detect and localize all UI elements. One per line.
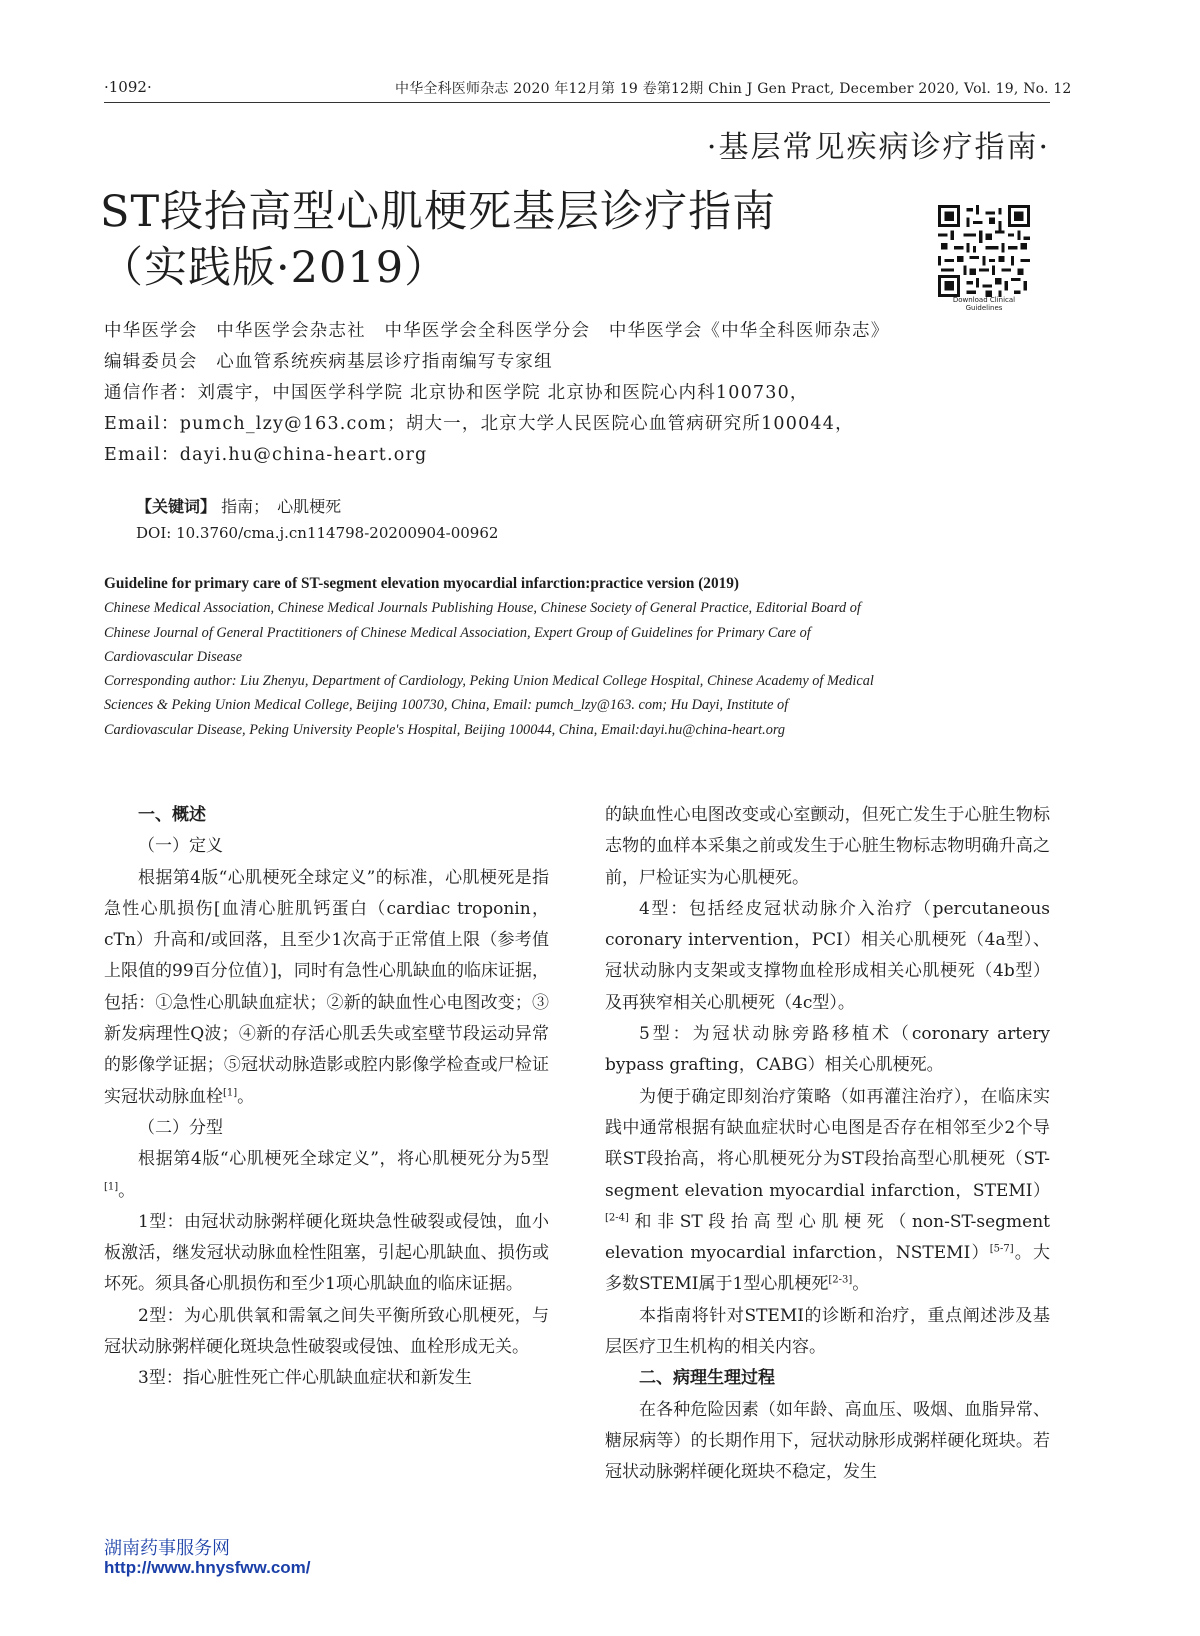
- footer-url-link[interactable]: http://www.hnysfww.com/: [104, 1558, 311, 1577]
- correspondence: 通信作者：刘震宇，中国医学科学院 北京协和医学院 北京协和医院心内科100730，Email：pumch_lzy@163.com；胡大一，北京大学人民医院心血管病研究所100044，Email：dayi.hu@china-heart.org: [104, 383, 854, 465]
- paragraph: 2型：为心肌供氧和需氧之间失平衡所致心肌梗死，与冠状动脉粥样硬化斑块急性破裂或侵蚀、血栓形成无关。: [104, 1305, 549, 1358]
- title-line-1: ST段抬高型心肌梗死基层诊疗指南: [100, 187, 777, 237]
- journal-header: 中华全科医师杂志 2020 年12月第 19 卷第12期 Chin J Gen Pract, December 2020, Vol. 19, No. 12: [395, 81, 1072, 97]
- subheading-definition: （一）定义: [138, 836, 223, 857]
- paragraph: 根据第4版“心肌梗死全球定义”的标准，心肌梗死是指急性心肌损伤[血清心脏肌钙蛋白（cardiac troponin，cTn）升高和/或回落，且至少1次高于正常值上限（参考值上限值的99百分位值）]，同时有急性心肌缺血的临床证据，包括：①急性心肌缺血症状；②新的缺血性心电图改变；③新发病理性Q波；④新的存活心肌丢失或室壁节段运动异常的影像学证据；⑤冠状动脉造影或腔内影像学检查或尸检证实冠状动脉血栓[1]。: [104, 867, 549, 1107]
- english-authors: Chinese Medical Association, Chinese Medical Journals Publishing House, Chinese Society of General Practice, Editorial Board of Chinese Journal of General Practitioners of Chinese Medical Association, Expert Group of Guidelines for Primary Care of Cardiovascular Disease: [104, 600, 861, 665]
- article-title: [100, 184, 776, 296]
- title-line-2: （实践版·2019）: [100, 243, 449, 293]
- paragraph: 1型：由冠状动脉粥样硬化斑块急性破裂或侵蚀，血小板激活，继发冠状动脉血栓性阻塞，引起心肌缺血、损伤或坏死。须具备心肌损伤和至少1项心肌缺血的临床证据。: [104, 1211, 549, 1295]
- section-heading-pathophysiology: 二、病理生理过程: [639, 1368, 775, 1389]
- section-heading-overview: 一、概述: [138, 805, 206, 825]
- english-correspondence: Corresponding author: Liu Zhenyu, Department of Cardiology, Peking Union Medical College Hospital, Chinese Academy of Medical Sciences & Peking Union Medical College, Beijing 100730, China, Email: pumch_lzy@163. com; Hu Dayi, Institute of Cardiovascular Disease, Peking University People's Hospital, Beijing 100044, China, Email:dayi.hu@china-heart.org: [104, 673, 874, 738]
- header-divider: [104, 102, 1050, 103]
- paragraph: 为便于确定即刻治疗策略（如再灌注治疗），在临床实践中通常根据有缺血症状时心电图是否存在相邻至少2个导联ST段抬高，将心肌梗死分为ST段抬高型心肌梗死（ST-segment elevation myocardial infarction，STEMI）[2-4]和非ST段抬高型心肌梗死（non-ST-segment elevation myocardial infarction，NSTEMI）[5-7]。大多数STEMI属于1型心肌梗死[2-3]。: [605, 1086, 1051, 1295]
- paragraph: 4型：包括经皮冠状动脉介入治疗（percutaneous coronary intervention，PCI）相关心肌梗死（4a型）、冠状动脉内支架或支撑物血栓形成相关心肌梗死（4b型）及再狭窄相关心肌梗死（4c型）。: [605, 898, 1050, 1013]
- keywords: [136, 494, 341, 517]
- paragraph: 根据第4版“心肌梗死全球定义”，将心肌梗死分为5型[1]。: [104, 1149, 549, 1201]
- citation: [1]: [104, 1180, 119, 1192]
- subheading-classification: （二）分型: [138, 1117, 223, 1138]
- body-column-right: [605, 800, 1050, 1489]
- body-column-left: [104, 800, 549, 1395]
- author-orgs: 中华医学会 中华医学会杂志社 中华医学会全科医学分会 中华医学会《中华全科医师杂志》编辑委员会 心血管系统疾病基层诊疗指南编写专家组: [104, 321, 881, 372]
- page-number: ·1092·: [104, 78, 152, 96]
- citation: [5-7]: [989, 1243, 1014, 1255]
- english-abstract: [104, 572, 874, 742]
- doi: DOI: 10.3760/cma.j.cn114798-20200904-00962: [136, 524, 499, 542]
- keywords-text: 指南； 心肌梗死: [221, 497, 342, 516]
- paragraph: 的缺血性心电图改变或心室颤动，但死亡发生于心脏生物标志物的血样本采集之前或发生于心脏生物标志物明确升高之前，尸检证实为心肌梗死。: [605, 805, 1050, 888]
- citation: [1]: [223, 1087, 238, 1099]
- english-title: Guideline for primary care of ST-segment elevation myocardial infarction:practice version (2019): [104, 575, 739, 592]
- paragraph: 3型：指心脏性死亡伴心肌缺血症状和新发生: [138, 1368, 472, 1389]
- paragraph: 本指南将针对STEMI的诊断和治疗，重点阐述涉及基层医疗卫生机构的相关内容。: [605, 1305, 1050, 1358]
- citation: [2-4]: [605, 1212, 629, 1224]
- author-block: [104, 316, 884, 471]
- section-tag: ·基层常见疾病诊疗指南·: [706, 130, 1050, 165]
- paragraph: 5型：为冠状动脉旁路移植术（coronary artery bypass grafting，CABG）相关心肌梗死。: [605, 1024, 1050, 1076]
- keywords-label: 【关键词】: [136, 497, 217, 516]
- footer-site-name: 湖南药事服务网: [104, 1538, 230, 1559]
- qr-code-icon: [938, 205, 1030, 297]
- citation: [2-3]: [828, 1274, 853, 1286]
- qr-caption: Download Clinical Guidelines: [952, 296, 1016, 312]
- paragraph: 在各种危险因素（如年龄、高血压、吸烟、血脂异常、糖尿病等）的长期作用下，冠状动脉形成粥样硬化斑块。若冠状动脉粥样硬化斑块不稳定，发生: [605, 1399, 1050, 1483]
